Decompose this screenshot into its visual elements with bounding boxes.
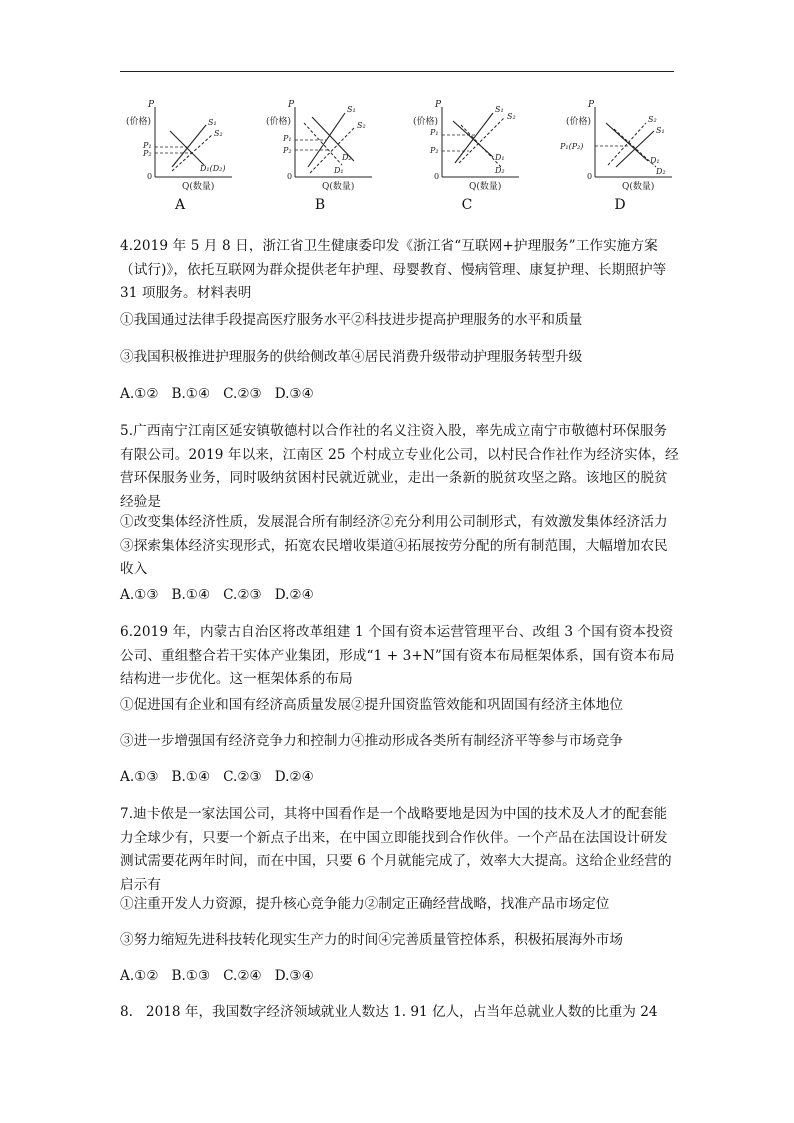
header-rule: [120, 71, 674, 72]
q5-stem: 5.广西南宁江南区延安镇敬德村以合作社的名义注资入股，率先成立南宁市敬德村环保服务有限公司。2019 年以来，江南区 25 个村成立专业化公司，以村民合作社作为经济实体，经营环保服务业务，同时吸纳贫困村民就近就业，走出一条新的脱贫攻坚之路。该地区的脱贫经验是: [120, 423, 679, 510]
q6-stem: 6.2019 年，内蒙古自治区将改革组建 1 个国有资本运营管理平台、改组 3 个国有资本投资公司、重组整合若干实体产业集团，形成“1 + 3+N”国有资本布局框架体系，国有资本布局结构进一步优化。这一框架体系的布局: [120, 624, 675, 687]
q7-options-line2: ③努力缩短先进科技转化现实生产力的时间④完善质量管控体系，积极拓展海外市场: [120, 932, 623, 948]
supply-demand-charts: [120, 95, 674, 213]
chart-a-origin: 0: [147, 172, 153, 181]
q6-answer-choices: A.①③ B.①④ C.②③ D.②④: [120, 769, 314, 785]
chart-c-curve-2: S₂: [507, 112, 516, 121]
chart-a-q-label: Q(数量): [182, 182, 215, 192]
q4-options-line1: ①我国通过法律手段提高医疗服务水平②科技进步提高护理服务的水平和质量: [120, 312, 583, 328]
q4-options-line2: ③我国积极推进护理服务的供给侧改革④居民消费升级带动护理服务转型升级: [120, 349, 583, 365]
chart-a-d-line: [170, 131, 204, 165]
q7-options-line1: ①注重开发人力资源，提升核心竞争能力②制定正确经营战略，找准产品市场定位: [120, 896, 610, 912]
chart-c: [407, 95, 527, 213]
chart-d-curve-2: S₁: [656, 126, 665, 135]
chart-c-svg: [407, 95, 527, 195]
chart-b: [260, 95, 380, 213]
chart-b-level-2: P₂: [283, 146, 292, 155]
chart-d-svg: [560, 95, 680, 195]
chart-a-s1-line: [172, 125, 206, 167]
chart-c-p-label: P: [435, 100, 442, 110]
chart-b-curve-3: D₂: [342, 153, 352, 162]
q4-stem: 4.2019 年 5 月 8 日，浙江省卫生健康委印发《浙江省“互联网+护理服务”工作实施方案（试行)》，依托互联网为群众提供老年护理、母婴教育、慢病管理、康复护理、长期照护等 31 项服务。材料表明: [120, 238, 667, 301]
chart-d-q-label: Q(数量): [622, 182, 655, 192]
q7-answer-choices: A.①② B.①③ C.②④ D.③④: [120, 968, 314, 984]
chart-a-svg: [120, 95, 240, 195]
chart-d-origin: 0: [587, 172, 593, 181]
chart-c-q-label: Q(数量): [469, 182, 502, 192]
chart-d-curve-3: D₁: [650, 156, 660, 165]
q6-options-line1: ①促进国有企业和国有经济高质量发展②提升国资监管效能和巩固国有经济主体地位: [120, 697, 623, 713]
chart-c-curve-4: D₂: [495, 166, 505, 175]
chart-b-origin: 0: [287, 172, 293, 181]
chart-c-p-unit: (价格): [413, 117, 439, 127]
chart-b-p-label: P: [288, 100, 295, 110]
chart-d-curve-1: S₂: [648, 115, 657, 124]
chart-b-q-label: Q(数量): [322, 182, 355, 192]
chart-b-curve-1: S₁: [347, 105, 356, 114]
q8-stem: 8. 2018 年，我国数字经济领域就业人数达 1. 91 亿人，占当年总就业人数的比重为 24: [120, 1004, 658, 1020]
chart-b-letter: B: [314, 197, 326, 213]
chart-a-curve-2: S₂: [214, 129, 223, 138]
chart-a-level-2: P₂: [143, 149, 152, 158]
chart-a-curve-1: S₁: [208, 118, 217, 127]
chart-a-p-unit: (价格): [126, 117, 152, 127]
chart-d: [560, 95, 680, 213]
chart-b-curve-4: D₁: [334, 166, 344, 175]
chart-c-origin: 0: [434, 172, 440, 181]
chart-b-svg: [260, 95, 380, 195]
chart-c-curve-1: S₁: [495, 105, 504, 114]
chart-c-level-1: P₁: [430, 128, 439, 137]
chart-b-curve-2: S₂: [357, 121, 366, 130]
chart-c-letter: C: [461, 197, 473, 213]
chart-a-level-1: P₁: [143, 141, 152, 150]
chart-a: [120, 95, 240, 213]
q7-stem: 7.迪卡侬是一家法国公司，其将中国看作是一个战略要地是因为中国的技术及人才的配套能力全球少有，只要一个新点子出来，在中国立即能找到合作伙伴。一个产品在法国设计研发测试需要花两年时间，而在中国，只要 6 个月就能完成了，效率大大提高。这给企业经营的启示有: [120, 806, 672, 893]
chart-a-letter: A: [174, 197, 186, 213]
chart-b-p-unit: (价格): [266, 117, 292, 127]
chart-a-p-label: P: [148, 100, 155, 110]
q6-options-line2: ③进一步增强国有经济竞争力和控制力④推动形成各类所有制经济平等参与市场竞争: [120, 733, 623, 749]
chart-b-s1-line: [308, 113, 345, 167]
chart-c-curve-3: D₁: [495, 153, 505, 162]
q5-options: ①改变集体经济性质，发展混合所有制经济②充分利用公司制形式，有效激发集体经济活力③探索集体经济实现形式，拓宽农民增收渠道④拓展按劳分配的所有制范围，大幅增加农民收入: [120, 514, 668, 577]
chart-d-curve-4: D₂: [656, 167, 666, 176]
chart-a-curve-3: D₁(D₂): [200, 164, 226, 173]
chart-d-p-unit: (价格): [566, 117, 592, 127]
chart-c-s1-line: [455, 113, 493, 163]
q4-answer-choices: A.①② B.①④ C.②③ D.③④: [120, 386, 314, 402]
q5-answer-choices: A.①③ B.①④ C.②③ D.②④: [120, 587, 314, 603]
chart-b-level-1: P₁: [283, 134, 292, 143]
chart-c-level-2: P₂: [430, 146, 439, 155]
chart-d-level-1: P₁(P₂): [560, 142, 584, 151]
chart-d-p-label: P: [588, 100, 595, 110]
chart-d-letter: D: [614, 197, 626, 213]
